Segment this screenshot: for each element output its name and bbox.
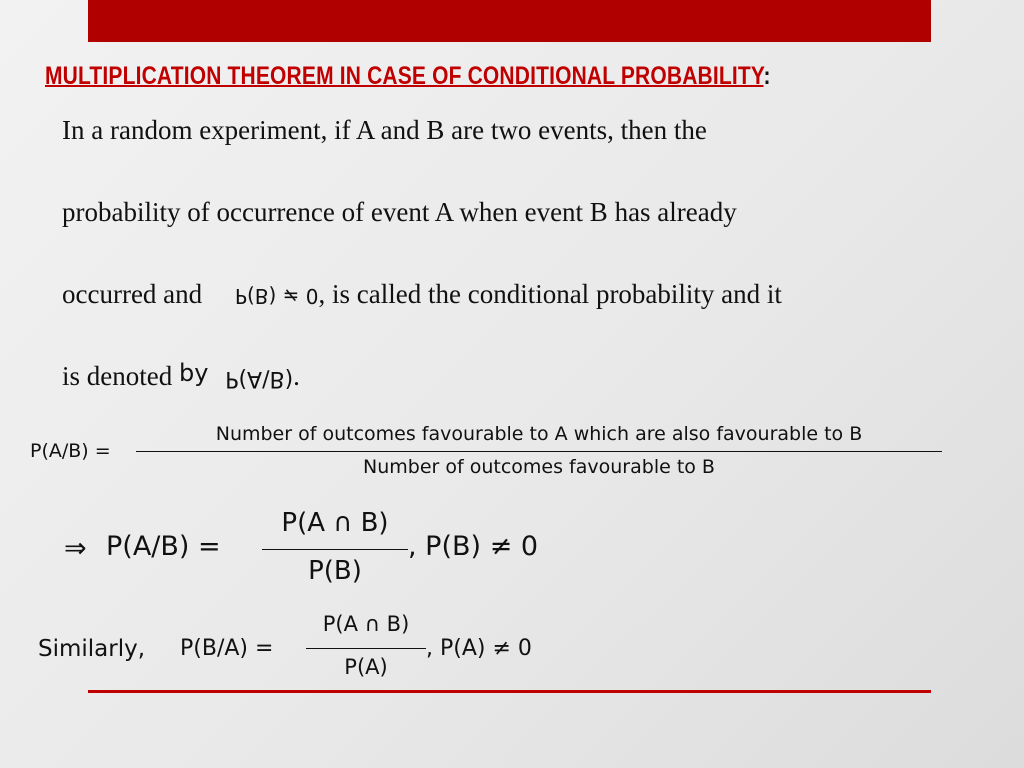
slide-title (45, 62, 826, 91)
formula3-condition: , P(A) ≠ 0 (426, 636, 532, 661)
paragraph-line-1: In a random experiment, if A and B are two events, then the (62, 115, 707, 145)
paragraph-line-3-start: occurred and (62, 279, 203, 309)
implies-arrow: ⇒ (64, 533, 87, 564)
formula1-denominator: Number of outcomes favourable to B (363, 456, 715, 478)
formula2-denominator: P(B) (308, 556, 362, 586)
inline-symbol-pb-not-zero: P(B) ≠ 0 (234, 284, 319, 308)
formula1-lhs: P(A/B) = (30, 440, 111, 462)
formula2-condition: , P(B) ≠ 0 (408, 531, 539, 562)
inline-symbol-pa-given-b: P(A\B) (225, 366, 294, 391)
slide-title-text: MULTIPLICATION THEOREM IN CASE OF CONDITIONAL PROBABILITY (45, 62, 764, 90)
paragraph-line-4-by: by (178, 359, 209, 387)
formula2-numerator: P(A ∩ B) (281, 508, 389, 538)
bottom-accent-rule (88, 690, 931, 693)
formula2-fraction-bar (262, 549, 408, 550)
slide-title-colon: : (763, 62, 771, 90)
paragraph-line-2: probability of occurrence of event A when event B has already (62, 197, 737, 227)
top-accent-bar (88, 0, 931, 42)
paragraph-line-4 (62, 361, 300, 392)
similarly-label: Similarly, (38, 636, 146, 662)
paragraph-line-4-end: . (293, 361, 300, 391)
paragraph-line-3-end: , is called the conditional probability and it (318, 279, 782, 309)
formula3-fraction-bar (306, 648, 426, 649)
formula3-denominator: P(A) (344, 655, 388, 679)
formula2-lhs: P(A/B) = (106, 531, 221, 562)
formula3-numerator: P(A ∩ B) (322, 612, 410, 636)
formula1-numerator: Number of outcomes favourable to A which are also favourable to B (215, 423, 863, 445)
formula1-fraction-bar (136, 451, 942, 452)
formula3-lhs: P(B/A) = (180, 636, 274, 661)
paragraph-line-4-start: is denoted (62, 361, 173, 391)
paragraph-line-3 (62, 279, 782, 310)
